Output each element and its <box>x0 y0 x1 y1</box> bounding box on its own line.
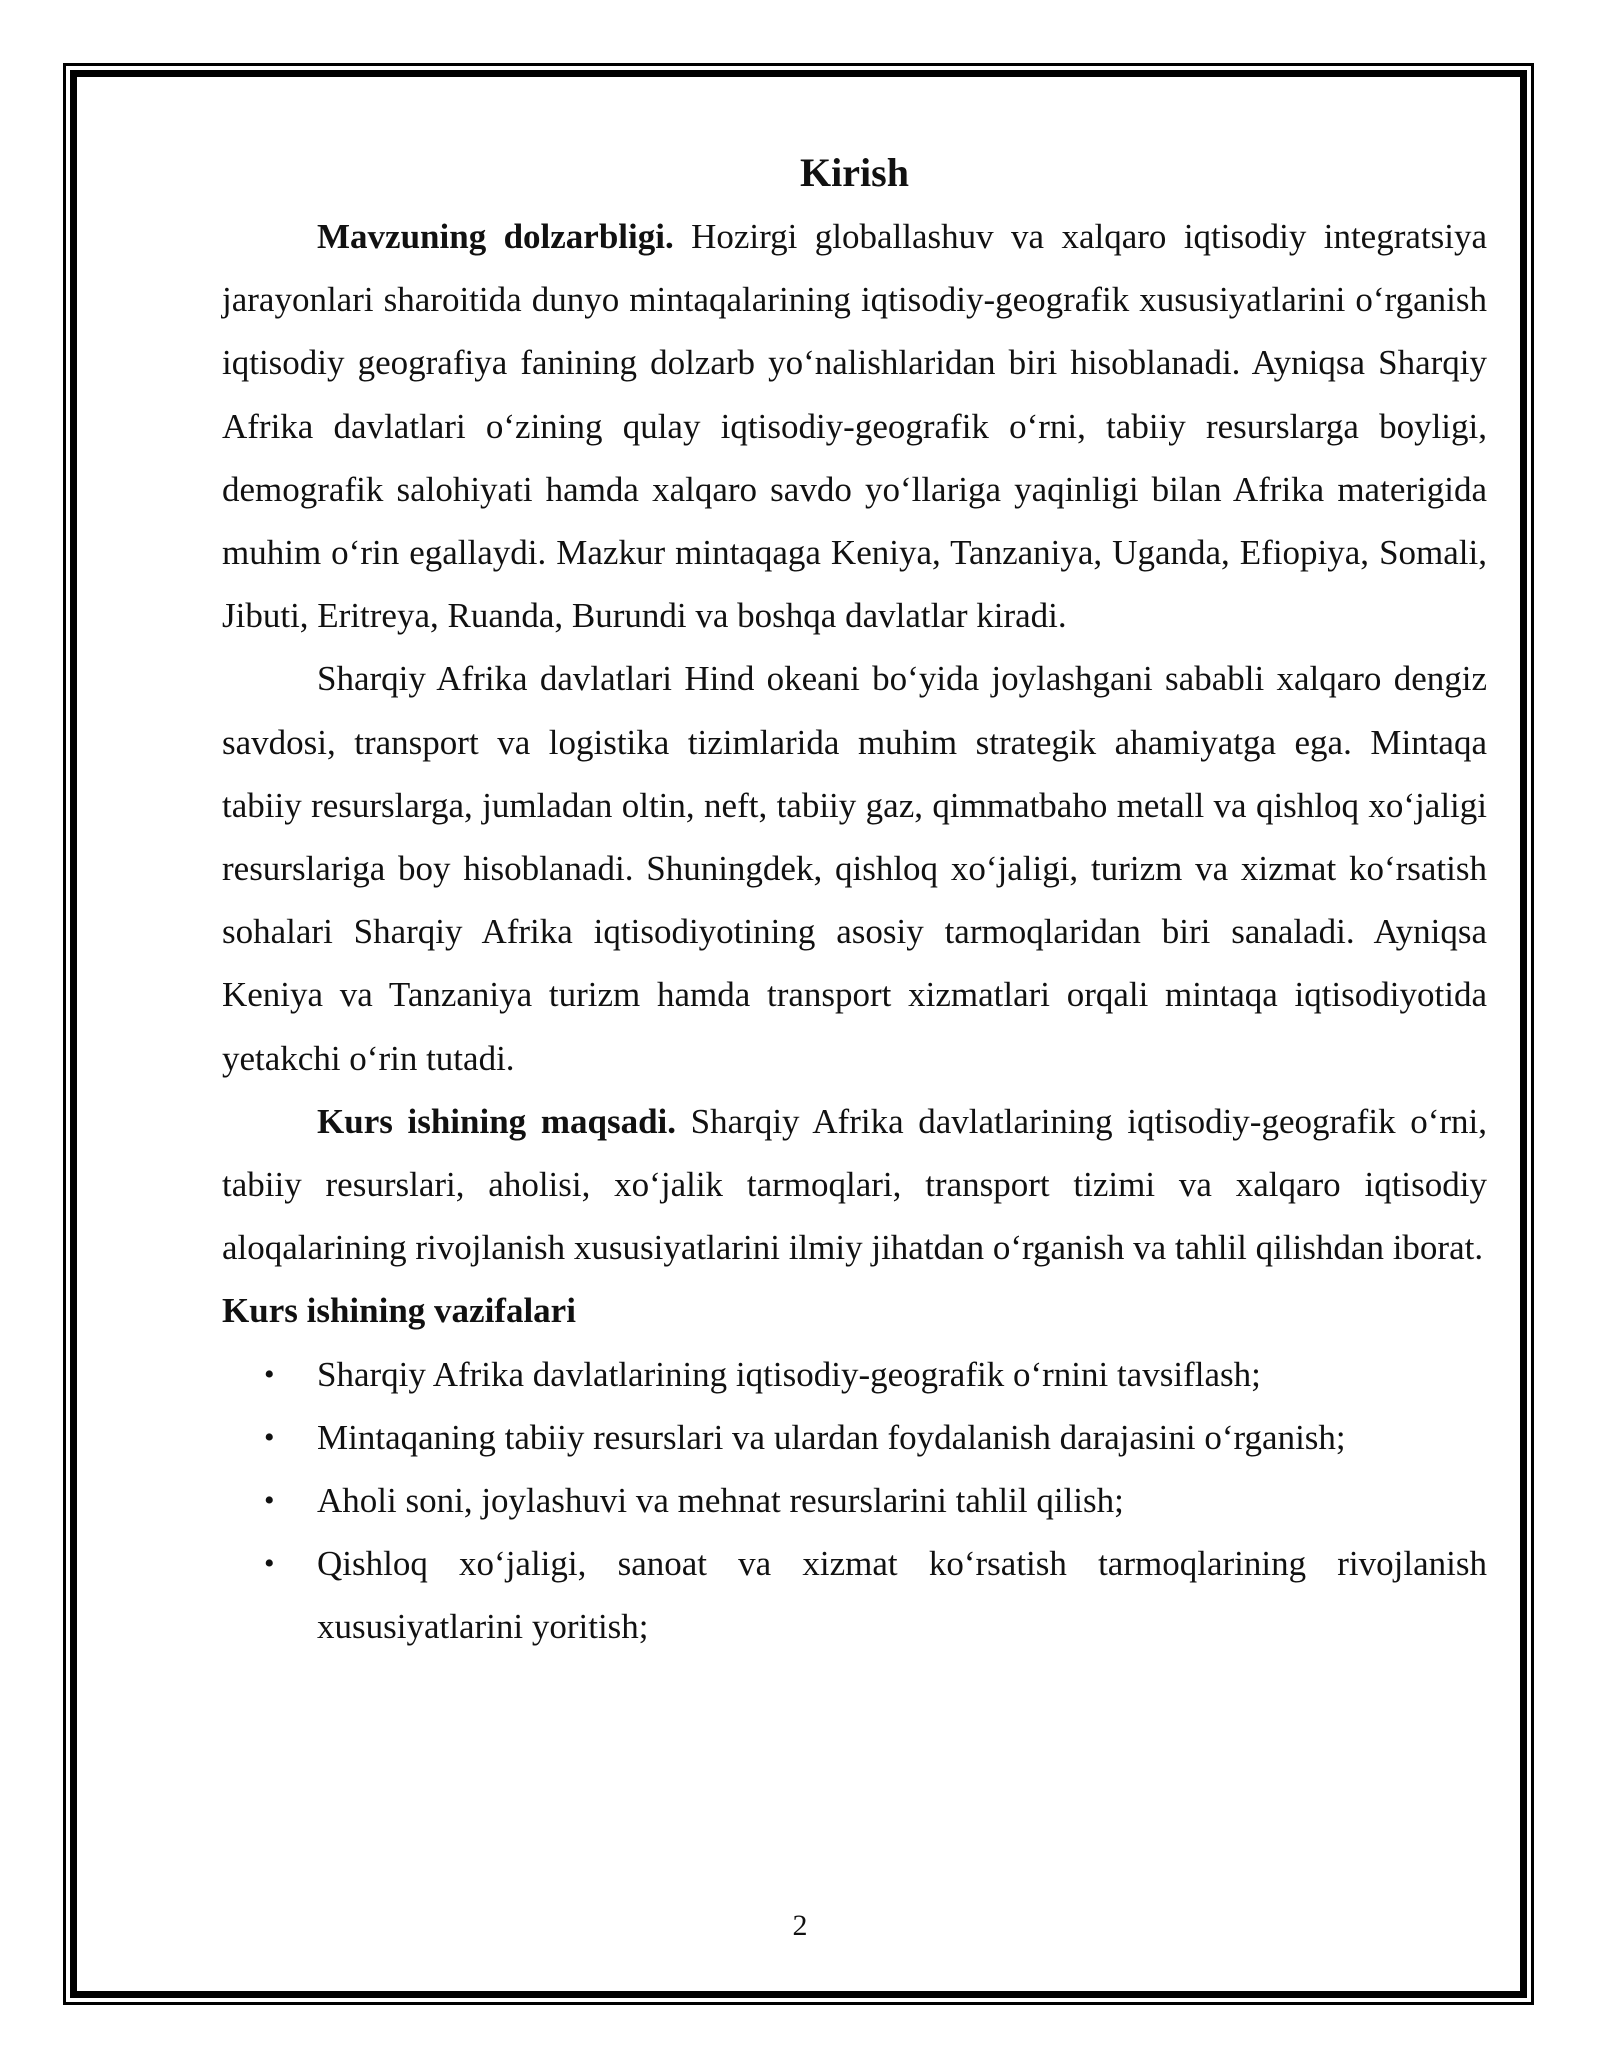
paragraph-goal-lead: Kurs ishining maqsadi. <box>317 1101 677 1141</box>
list-item-text: Qishloq xo‘jaligi, sanoat va xizmat ko‘rsatish tarmoqlarining rivojlanish xususiyatlarini yoritish; <box>317 1544 1487 1647</box>
paragraph-relevance-text: Hozirgi globallashuv va xalqaro iqtisodiy integratsiya jarayonlari sharoitida dunyo mintaqalarining iqtisodiy-geografik xususiyatlarini o‘rganish iqtisodiy geografiya fanining dolzarb yo‘nalishlaridan biri hisoblanadi. Ayniqsa Sharqiy Afrika davlatlari o‘zining qulay iqtisodiy-geografik o‘rni, tabiiy resurslarga boyligi, demografik salohiyati hamda xalqaro savdo yo‘llariga yaqinligi bilan Afrika materigida muhim o‘rin egallaydi. Mazkur mintaqaga Keniya, Tanzaniya, Uganda, Efiopiya, Somali, Jibuti, Eritreya, Ruanda, Burundi va boshqa davlatlar kiradi. <box>222 217 1487 636</box>
paragraph-relevance-lead: Mavzuning dolzarbligi. <box>317 217 674 256</box>
list-item <box>222 1469 1487 1532</box>
bullet-icon: • <box>264 1357 275 1391</box>
page-number: 2 <box>792 1909 808 1942</box>
bullet-icon: • <box>264 1484 275 1518</box>
list-item-text: Aholi soni, joylashuvi va mehnat resurslarini tahlil qilish; <box>317 1481 1124 1521</box>
list-item <box>222 1343 1487 1406</box>
paragraph-relevance <box>222 205 1487 647</box>
list-item <box>222 1532 1487 1658</box>
list-item-text: Mintaqaning tabiiy resurslari va ulardan foydalanish darajasini o‘rganish; <box>317 1417 1346 1457</box>
bullet-icon: • <box>264 1547 275 1581</box>
document-body <box>222 143 1487 1659</box>
tasks-list <box>222 1343 1487 1659</box>
paragraph-goal-text: Sharqiy Afrika davlatlarining iqtisodiy-geografik o‘rni, tabiiy resurslari, aholisi, xo‘jalik tarmoqlari, transport tizimi va xalqaro iqtisodiy aloqalarining rivojlanish xususiyatlarini ilmiy jihatdan o‘rganish va tahlil qilishdan iborat. <box>222 1101 1487 1268</box>
tasks-heading: Kurs ishining vazifalari <box>222 1291 576 1331</box>
bullet-icon: • <box>264 1420 275 1454</box>
list-item-text: Sharqiy Afrika davlatlarining iqtisodiy-geografik o‘rnini tavsiflash; <box>317 1354 1261 1394</box>
paragraph-strategic <box>222 647 1487 1089</box>
list-item <box>222 1406 1487 1469</box>
document-title: Kirish <box>800 150 909 195</box>
paragraph-strategic-text: Sharqiy Afrika davlatlari Hind okeani bo‘yida joylashgani sababli xalqaro dengiz savdosi, transport va logistika tizimlarida muhim strategik ahamiyatga ega. Mintaqa tabiiy resurslarga, jumladan oltin, neft, tabiiy gaz, qimmatbaho metall va qishloq xo‘jaligi resurslariga boy hisoblanadi. Shuningdek, qishloq xo‘jaligi, turizm va xizmat ko‘rsatish sohalari Sharqiy Afrika iqtisodiyotining asosiy tarmoqlaridan biri sanaladi. Ayniqsa Keniya va Tanzaniya turizm hamda transport xizmatlari orqali mintaqa iqtisodiyotida yetakchi o‘rin tutadi. <box>222 659 1487 1078</box>
paragraph-goal <box>222 1090 1487 1280</box>
